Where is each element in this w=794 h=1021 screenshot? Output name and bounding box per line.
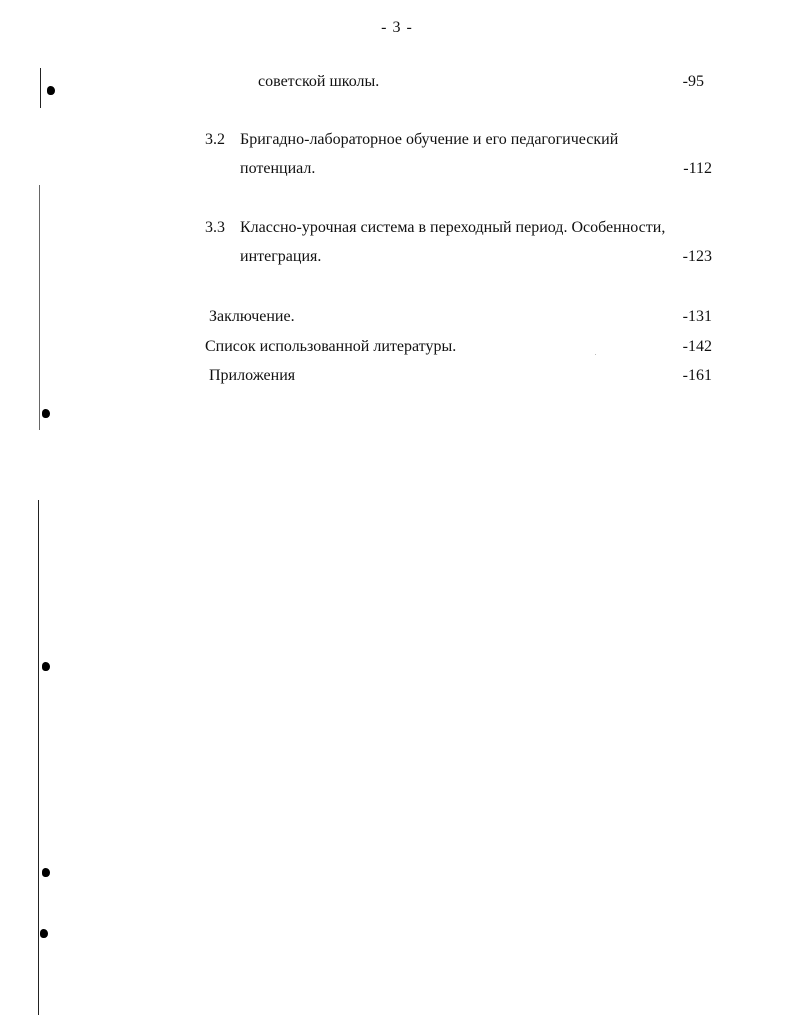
binding-hole-mark (42, 868, 50, 877)
binding-hole-mark (42, 662, 50, 671)
toc-conclusion-label: Заключение. (209, 308, 295, 325)
toc-page-number: -95 (682, 73, 704, 90)
toc-page-number: -112 (683, 160, 712, 177)
toc-appendices-label: Приложения (209, 367, 296, 384)
toc-page-number: -131 (682, 308, 712, 325)
binding-hole-mark (47, 86, 55, 95)
toc-section-number: 3.3 (205, 219, 225, 236)
page-number: - 3 - (381, 19, 413, 36)
toc-page-number: -161 (682, 367, 712, 384)
scan-speck (595, 354, 596, 355)
toc-page-number: -123 (682, 248, 712, 265)
binding-hole-mark (40, 929, 48, 938)
toc-page-number: -142 (682, 338, 712, 355)
binding-edge-line (40, 68, 41, 108)
toc-bibliography-label: Список использованной литературы. (205, 338, 457, 355)
toc-section-title: Бригадно-лабораторное обучение и его педагогический (240, 131, 619, 148)
toc-section-title-continued: интеграция. (240, 248, 322, 265)
binding-edge-line (38, 500, 39, 1015)
binding-hole-mark (42, 409, 50, 418)
toc-section-title-continued: потенциал. (240, 160, 316, 177)
toc-section-number: 3.2 (205, 131, 225, 148)
binding-edge-line (39, 185, 40, 430)
toc-section-title: Классно-урочная система в переходный период. Особенности, (240, 219, 666, 236)
toc-continued-text: советской школы. (258, 73, 380, 90)
